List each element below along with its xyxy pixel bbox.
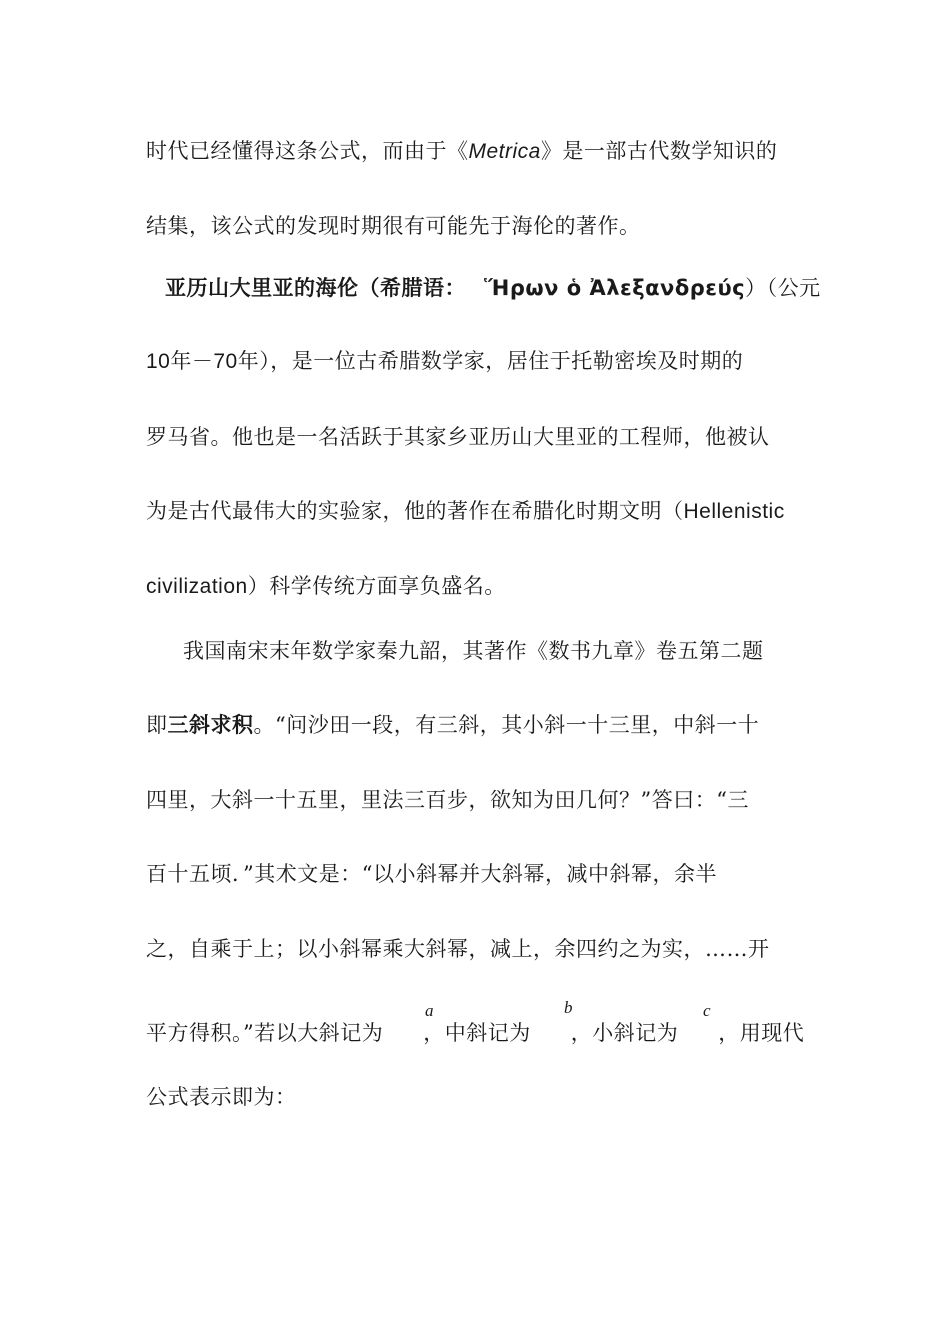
three-slants-term: 三斜求积 [167, 712, 254, 737]
paragraph2-line2 [146, 346, 806, 377]
paragraph1-line2 [146, 211, 806, 241]
paragraph2-line1 [165, 273, 821, 303]
paragraph3-line1 [183, 636, 806, 666]
year-number: 10 [146, 350, 171, 373]
text-span: 平方得积。”若以大斜记为 [146, 1021, 384, 1045]
text-span: 为是古代最伟大的实验家，他的著作在希腊化时期文明（ [146, 499, 684, 523]
paragraph3-line7 [146, 1082, 806, 1112]
text-span: 我国南宋末年数学家秦九韶，其著作《数书九章》卷五第二题 [183, 639, 764, 663]
text-span: 时代已经懂得这条公式，而由于《 [146, 139, 469, 163]
variable-b: b [564, 998, 573, 1017]
variable-a: a [425, 1001, 434, 1020]
paragraph3-line2 [146, 710, 806, 740]
text-span: ，小斜记为 [570, 1021, 679, 1045]
latin-term: Hellenistic [683, 500, 785, 523]
paragraph3-line3 [146, 785, 806, 815]
year-number: 70 [213, 350, 238, 373]
text-span: 。“问沙田一段，有三斜，其小斜一十三里，中斜一十 [253, 713, 760, 737]
text-span: 》是一部古代数学知识的 [540, 139, 778, 163]
greek-label: （希腊语： [358, 275, 466, 300]
text-span: 百十五顷．”其术文是：“以小斜幂并大斜幂，减中斜幂，余半 [146, 862, 717, 886]
latin-term: civilization [146, 575, 248, 598]
text-span: 即 [146, 713, 168, 737]
text-span: ，用现代 [718, 1021, 805, 1045]
paragraph3-line5 [146, 934, 806, 964]
text-span: ）科学传统方面享负盛名。 [247, 574, 506, 598]
book-title-metrica: Metrica [468, 140, 541, 163]
paragraph3-line6 [146, 1018, 806, 1048]
greek-name: Ἥρων ὁ Ἀλεξανδρεύς [484, 276, 746, 300]
paragraph2-line4 [146, 496, 806, 527]
text-span: 四里，大斜一十五里，里法三百步，欲知为田几何？”答曰：“三 [146, 788, 749, 812]
paragraph3-line4 [146, 859, 806, 889]
heron-name: 亚历山大里亚的海伦 [165, 275, 359, 300]
paragraph2-line5 [146, 571, 806, 602]
text-span: ，中斜记为 [423, 1021, 531, 1045]
text-span: 结集，该公式的发现时期很有可能先于海伦的著作。 [146, 214, 641, 238]
text-span: 罗马省。他也是一名活跃于其家乡亚历山大里亚的工程师，他被认 [146, 425, 770, 449]
paragraph1-line1 [146, 136, 806, 167]
text-span: ）（公元 [745, 276, 821, 300]
text-span: 之，自乘于上；以小斜幂乘大斜幂，减上，余四约之为实，……开 [146, 937, 770, 961]
variable-c: c [703, 1001, 711, 1020]
text-span: 年），是一位古希腊数学家，居住于托勒密埃及时期的 [237, 349, 744, 373]
paragraph2-line3 [146, 422, 806, 452]
text-span: 年－ [170, 349, 214, 373]
text-span: 公式表示即为： [146, 1085, 297, 1109]
